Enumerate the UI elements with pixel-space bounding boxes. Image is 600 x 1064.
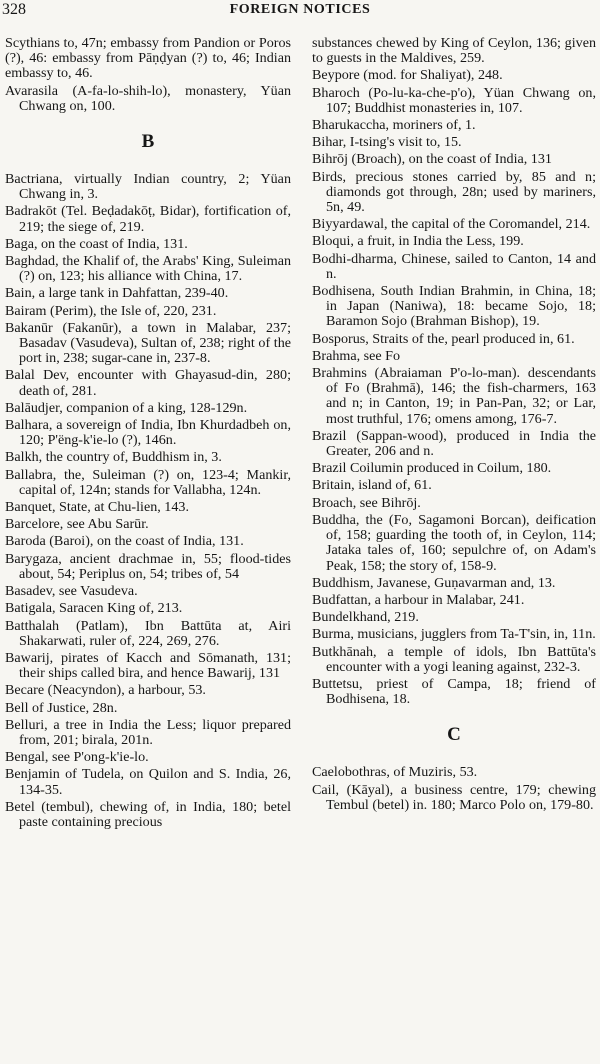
index-entry: Bairam (Perim), the Isle of, 220, 231. <box>5 302 217 319</box>
index-entry: Baghdad, the Khalif of, the Arabs' King, Suleiman (?) on, 123; his alliance with China, 17. <box>5 253 291 285</box>
index-entry: Bosporus, Straits of the, pearl produced in, 61. <box>312 330 575 347</box>
index-column-right <box>312 36 596 815</box>
index-entry-continued: Scythians to, 47n; embassy from Pandion or Poros (?), 46: embassy from Pāṇḍyan (?) to, 46; Indian embassy to, 46. <box>5 35 291 82</box>
page-number: 328 <box>2 1 26 18</box>
index-entry: Broach, see Bihrōj. <box>312 494 421 511</box>
index-entry: Balkh, the country of, Buddhism in, 3. <box>5 449 222 466</box>
index-entry: Bundelkhand, 219. <box>312 609 419 626</box>
index-entry: Batigala, Saracen King of, 213. <box>5 600 183 617</box>
index-entry: Butkhānah, a temple of idols, Ibn Battūta's encounter with a yogi leaning against, 232-3. <box>312 643 596 675</box>
index-entry: Barygaza, ancient drachmae in, 55; flood-tides about, 54; Periplus on, 54; tribes of, 54 <box>5 550 291 582</box>
index-entry: Batthalah (Patlam), Ibn Battūta at, Airi Shakarwati, ruler of, 224, 269, 276. <box>5 617 291 649</box>
index-entry: Barcelore, see Abu Sarūr. <box>5 516 149 533</box>
index-entry: Brazil Coilumin produced in Coilum, 180. <box>312 460 552 477</box>
index-entry: Becare (Neacyndon), a harbour, 53. <box>5 682 206 699</box>
index-entry: Bodhi-dharma, Chinese, sailed to Canton, 14 and n. <box>312 250 596 282</box>
index-entry: Bakanūr (Fakanūr), a town in Malabar, 237; Basadav (Vasudeva), Sultan of, 238; right of the port in, 238; sugar-cane in, 237-8. <box>5 319 291 367</box>
index-column-left <box>5 36 291 832</box>
index-entry: Bihrōj (Broach), on the coast of India, 131 <box>312 151 552 168</box>
index-entry-continued: substances chewed by King of Ceylon, 136; given to guests in the Maldives, 259. <box>312 35 596 67</box>
index-entry: Cail, (Kāyal), a business centre, 179; chewing Tembul (betel) in. 180; Marco Polo on, 179-80. <box>312 781 596 813</box>
index-entry: Bactriana, virtually Indian country, 2; Yüan Chwang in, 3. <box>5 171 291 203</box>
index-entry: Buddhism, Javanese, Guṇavarman and, 13. <box>312 574 556 591</box>
index-entry: Basadev, see Vasudeva. <box>5 583 138 600</box>
section-letter: C <box>447 724 461 746</box>
index-entry: Britain, island of, 61. <box>312 477 432 494</box>
index-entry: Baroda (Baroi), on the coast of India, 131. <box>5 533 244 550</box>
index-entry: Bell of Justice, 28n. <box>5 699 118 716</box>
section-letter: B <box>141 131 155 153</box>
index-entry: Caelobothras, of Muziris, 53. <box>312 764 478 781</box>
index-entry: Ballabra, the, Suleiman (?) on, 123-4; Mankir, capital of, 124n; stands for Vallabha, 124n. <box>5 466 291 498</box>
index-entry: Balal Dev, encounter with Ghayasud-din, 280; death of, 281. <box>5 367 291 399</box>
index-entry: Avarasila (A-fa-lo-shih-lo), monastery, Yüan Chwang on, 100. <box>5 82 291 114</box>
index-entry: Belluri, a tree in India the Less; liquor prepared from, 201; birala, 201n. <box>5 716 291 748</box>
index-entry: Bharoch (Po-lu-ka-che-p'o), Yüan Chwang on, 107; Buddhist monasteries in, 107. <box>312 84 596 116</box>
index-entry: Bain, a large tank in Dahfattan, 239-40. <box>5 285 229 302</box>
index-entry: Bihar, I-tsing's visit to, 15. <box>312 134 462 151</box>
index-entry: Bharukaccha, moriners of, 1. <box>312 117 476 134</box>
index-entry: Banquet, State, at Chu-lien, 143. <box>5 499 189 516</box>
index-entry: Badrakōt (Tel. Beḍadakōṭ, Bidar), fortification of, 219; the siege of, 219. <box>5 203 291 235</box>
index-entry: Biyyardawal, the capital of the Coromandel, 214. <box>312 216 591 233</box>
index-entry: Bloqui, a fruit, in India the Less, 199. <box>312 233 524 250</box>
index-entry: Bodhisena, South Indian Brahmin, in China, 18; in Japan (Naniwa), 18: became Sojo, 18; Baramon Sojo (Brahman Bishop), 19. <box>312 283 596 330</box>
index-entry: Balāudjer, companion of a king, 128-129n. <box>5 399 248 416</box>
index-entry: Balhara, a sovereign of India, Ibn Khurdadbeh on, 120; P'ëng-k'ie-lo (?), 146n. <box>5 417 291 449</box>
index-entry: Bawarij, pirates of Kacch and Sōmanath, 131; their ships called bira, and hence Bawarij, 131 <box>5 649 291 682</box>
index-entry: Brazil (Sappan-wood), produced in India the Greater, 206 and n. <box>312 427 596 460</box>
page-header <box>0 0 600 22</box>
running-title: FOREIGN NOTICES <box>229 2 371 17</box>
index-entry: Baga, on the coast of India, 131. <box>5 235 188 252</box>
index-entry: Brahmins (Abraiaman P'o-lo-man). descendants of Fo (Brahmā), 146; the fish-charmers, 163 and n; in Canton, 19; in Pan-Pan, 32; or Lar, most truthful, 176; omens among, 176-7. <box>312 365 596 427</box>
index-entry: Brahma, see Fo <box>312 347 401 364</box>
index-entry: Bengal, see P'ong-k'ie-lo. <box>5 749 149 766</box>
index-entry: Budfattan, a harbour in Malabar, 241. <box>312 591 525 608</box>
index-entry: Betel (tembul), chewing of, in India, 180; betel paste containing precious <box>5 798 291 830</box>
index-entry: Burma, musicians, jugglers from Ta-T'sin, in, 11n. <box>312 626 596 643</box>
index-entry: Buddha, the (Fo, Sagamoni Borcan), deification of, 158; guarding the tooth of, in Ceylon, 114; Jataka tales of, 160; sepulchre of, on Adam's Peak, 158; the story of, 158-9. <box>312 511 596 574</box>
index-entry: Benjamin of Tudela, on Quilon and S. India, 26, 134-35. <box>5 766 291 798</box>
index-entry: Buttetsu, priest of Campa, 18; friend of Bodhisena, 18. <box>312 675 596 708</box>
index-entry: Birds, precious stones carried by, 85 and n; diamonds got through, 28n; used by mariners, 5n, 49. <box>312 168 596 216</box>
index-entry: Beypore (mod. for Shaliyat), 248. <box>312 67 503 84</box>
